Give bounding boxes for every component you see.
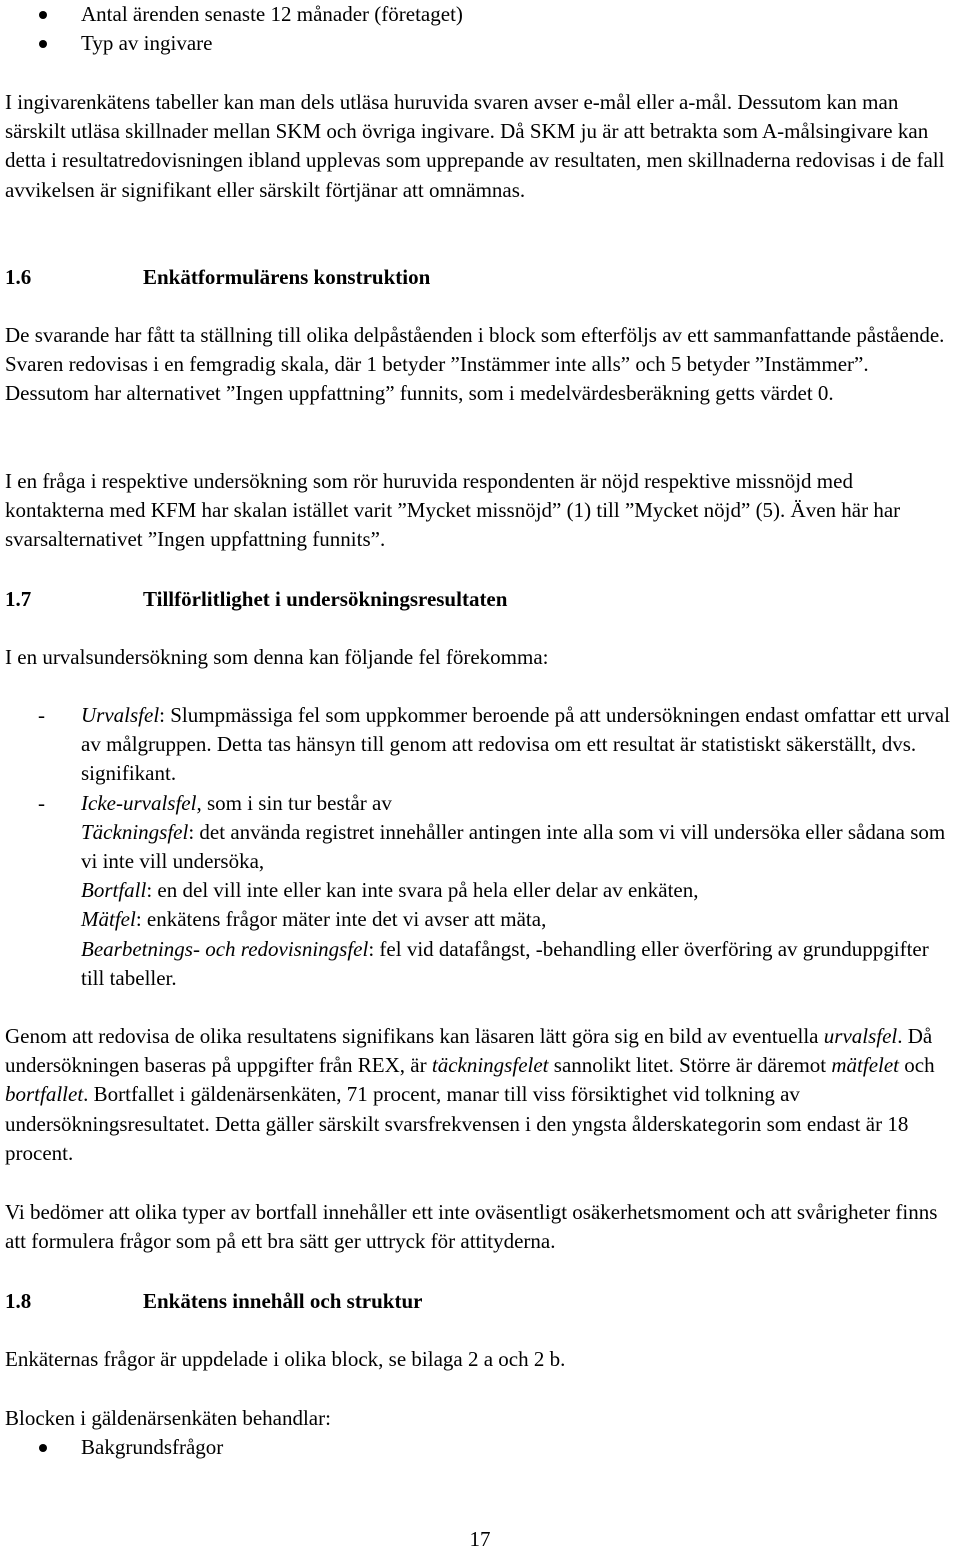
page-number: 17 [469,1527,491,1551]
sub-item-matfel: Mätfel: enkätens frågor mäter inte det vi avser att mäta, [81,907,547,932]
section-heading-1-6: 1.6 Enkätformulärens konstruktion [5,265,431,289]
paragraph-block: Enkäternas frågor är uppdelade i olika block, se bilaga 2 a och 2 b. [5,1347,566,1371]
list-item-icke-urvalsfel: - Icke-urvalsfel, som i sin tur består av Täckningsfel: det använda registret innehåller antingen inte alla som vi vill undersöka eller sådana som vi inte vill undersöka, Bortfall: en del vill inte eller kan inte svara på hela eller delar av enkäten, Mätfel: enkätens frågor mäter inte det vi avser att mäta, Bearbetnings- och redovisningsfel: fel vid datafångst, -behandling eller överföring av grunduppgifter till tabeller. [5,789,955,993]
bullet-icon [39,40,47,48]
paragraph-ingivare: I ingivarenkätens tabeller kan man dels utläsa huruvida svaren avser e-mål eller a-mål. Dessutom kan man särskilt utläsa skillnader mellan SKM och övriga ingivare. Då SKM ju är att betrakta som A-målsingivare kan detta i resultatredovisningen ibland upplevas som upprepande av resultaten, men skillnaderna redovisas i de fall avvikelsen är signifikant eller särskilt förtjänar att omnämnas. [5,90,945,202]
bottom-bullet-list [5,1433,955,1462]
paragraph-skala: De svarande har fått ta ställning till olika delpåståenden i block som efterföljs av ett sammanfattande påstående. Svaren redovisas i en femgradig skala, där 1 betyder ”Instämmer inte alls” och 5 betyder ”Instämmer”. Dessutom har alternativet ”Ingen uppfattning” funnits, som i medelvärdesberäkning getts värdet 0. [5,323,945,406]
sub-item-tackningsfel: Täckningsfel: det använda registret innehåller antingen inte alla som vi vill undersöka eller sådana som vi inte vill undersöka, [81,819,946,874]
paragraph-fraga: I en fråga i respektive undersökning som rör huruvida respondenten är nöjd respektive missnöjd med kontakterna med KFM har skalan istället varit ”Mycket missnöjd” (1) till ”Mycket nöjd” (5). Även här har svarsalternativet ”Ingen uppfattning funnits”. [5,469,901,552]
top-bullet-list [5,0,955,58]
paragraph-bortfall: Vi bedömer att olika typer av bortfall innehåller ett inte oväsentligt osäkerhetsmoment och att svårigheter finns att formulera frågor som på ett bra sätt ger uttryck för attityderna. [5,1200,938,1254]
list-item: Typ av ingivare [5,29,955,58]
paragraph-fel-intro: I en urvalsundersökning som denna kan följande fel förekomma: [5,645,549,669]
error-type-list [5,701,955,993]
list-item: Bakgrundsfrågor [5,1433,955,1462]
term-urvalsfel: Urvalsfel [81,703,160,727]
list-item: Antal ärenden senaste 12 månader (företaget) [5,0,955,29]
bullet-icon [39,1444,47,1452]
sub-item-bortfall: Bortfall: en del vill inte eller kan inte svara på hela eller delar av enkäten, [81,878,699,903]
sub-item-bearbetningsfel: Bearbetnings- och redovisningsfel: fel vid datafångst, -behandling eller överföring av grunduppgifter till tabeller. [81,936,929,990]
section-heading-1-7: 1.7 Tillförlitlighet i undersökningsresultaten [5,587,508,611]
section-heading-1-8: 1.8 Enkätens innehåll och struktur [5,1289,423,1313]
bullet-icon [39,11,47,19]
paragraph-signifikans: Genom att redovisa de olika resultatens signifikans kan läsaren lätt göra sig en bild av eventuella urvalsfel. Då undersökningen baseras på uppgifter från REX, är täckningsfelet sannolikt litet. Större är däremot mätfelet och bortfallet. Bortfallet i gäldenärsenkäten, 71 procent, manar till viss försiktighet vid tolkning av undersökningsresultatet. Detta gäller särskilt svarsfrekvensen i den yngsta ålderskategorin som endast är 18 procent. [5,1024,935,1165]
paragraph-blocken: Blocken i gäldenärsenkäten behandlar: [5,1406,331,1430]
term-icke-urvalsfel: Icke-urvalsfel [81,790,197,815]
list-item-urvalsfel: - Urvalsfel: Slumpmässiga fel som uppkommer beroende på att undersökningen endast omfattar ett urval av målgruppen. Detta tas hänsyn till genom att redovisa om ett resultat är statistiskt säkerställt, dvs. signifikant. [38,703,950,786]
